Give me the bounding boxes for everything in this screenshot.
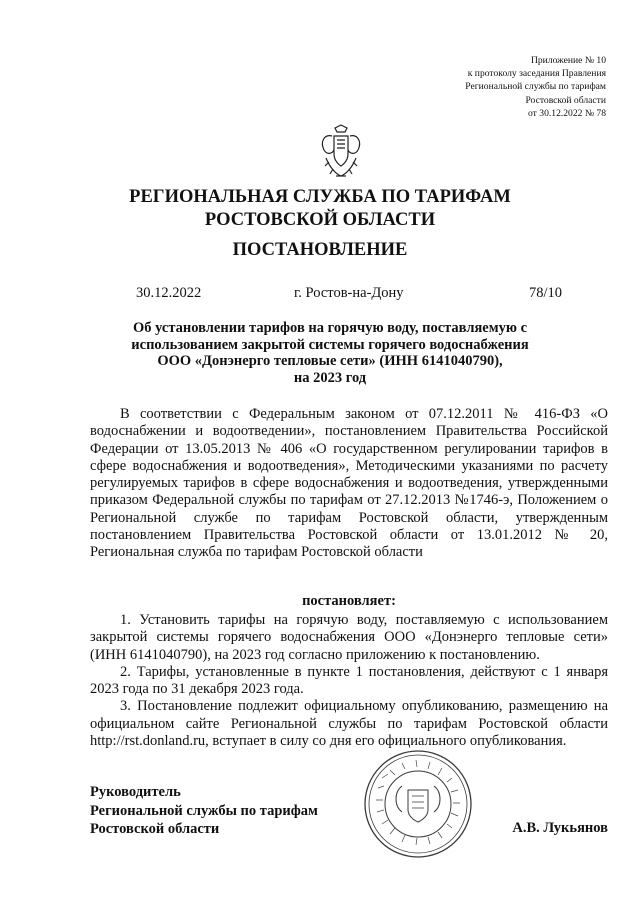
- annex-line: Ростовской области: [525, 94, 606, 106]
- annex-line: от 30.12.2022 № 78: [528, 107, 606, 119]
- resolution-point: 2. Тарифы, установленные в пункте 1 постановления, действуют с 1 января 2023 года по 31 декабря 2023 года.: [90, 663, 608, 698]
- document-city: г. Ростов-на-Дону: [294, 285, 404, 301]
- annex-line: к протоколу заседания Правления: [467, 68, 606, 80]
- organization-line: РЕГИОНАЛЬНАЯ СЛУЖБА ПО ТАРИФАМ: [129, 187, 511, 207]
- resolution-point: 1. Установить тарифы на горячую воду, поставляемую с использованием закрытой системы горячего водоснабжения ООО «Донэнерго тепловые сети» (ИНН 6141040790), на 2023 год согласно приложению к постановлению.: [90, 612, 608, 663]
- preamble-paragraph: В соответствии с Федеральным законом от 07.12.2011 № 416-ФЗ «О водоснабжении и водоотведении», постановлением Правительства Российской Федерации от 13.05.2013 № 406 «О государственном регулировании тарифов в сфере водоснабжения и водоотведения», Методическими указаниями по расчету регулируемых тарифов в сфере водоснабжения и водоотведения, утвержденными приказом Федеральной службы по тарифам от 27.12.2013 №1746-э, Положением о Региональной службе по тарифам Ростовской области, утвержденным постановлением Правительства Ростовской области от 13.01.2012 № 20, Региональная служба по тарифам Ростовской области: [90, 406, 608, 561]
- document-subject: [100, 320, 560, 386]
- resolution-points: [90, 612, 608, 750]
- organization-line: РОСТОВСКОЙ ОБЛАСТИ: [204, 210, 436, 230]
- resolves-heading: постановляет:: [302, 593, 396, 609]
- resolution-point: 3. Постановление подлежит официальному опубликованию, размещению на официальном сайте Региональной службы по тарифам Ростовской области http://rst.donland.ru, вступает в силу со дня его официального опубликования.: [90, 698, 608, 750]
- signature-title: Региональной службы по тарифам: [90, 802, 318, 819]
- signature-block: [90, 783, 318, 839]
- annex-line: Приложение № 10: [530, 55, 606, 66]
- signature-title: Ростовской области: [90, 821, 220, 837]
- coat-of-arms-icon: [318, 124, 364, 180]
- document-date: 30.12.2022: [136, 285, 202, 301]
- document-meta: [136, 285, 562, 302]
- document-number: 78/10: [528, 285, 562, 301]
- subject-line: использованием закрытой системы горячего водоснабжения: [131, 336, 529, 353]
- subject-line: на 2023 год: [293, 369, 367, 386]
- organization-name: [0, 186, 640, 232]
- annex-line: Региональной службы по тарифам: [465, 81, 606, 93]
- subject-line: ООО «Донэнерго тепловые сети» (ИНН 6141040790),: [157, 353, 503, 369]
- subject-line: Об установлении тарифов на горячую воду, поставляемую с: [132, 320, 528, 336]
- document-type: ПОСТАНОВЛЕНИЕ: [232, 240, 408, 260]
- official-seal-icon: [362, 748, 474, 860]
- annex-note: [386, 54, 606, 120]
- signer-name: А.В. Лукьянов: [512, 820, 608, 836]
- signature-title: Руководитель: [90, 784, 181, 800]
